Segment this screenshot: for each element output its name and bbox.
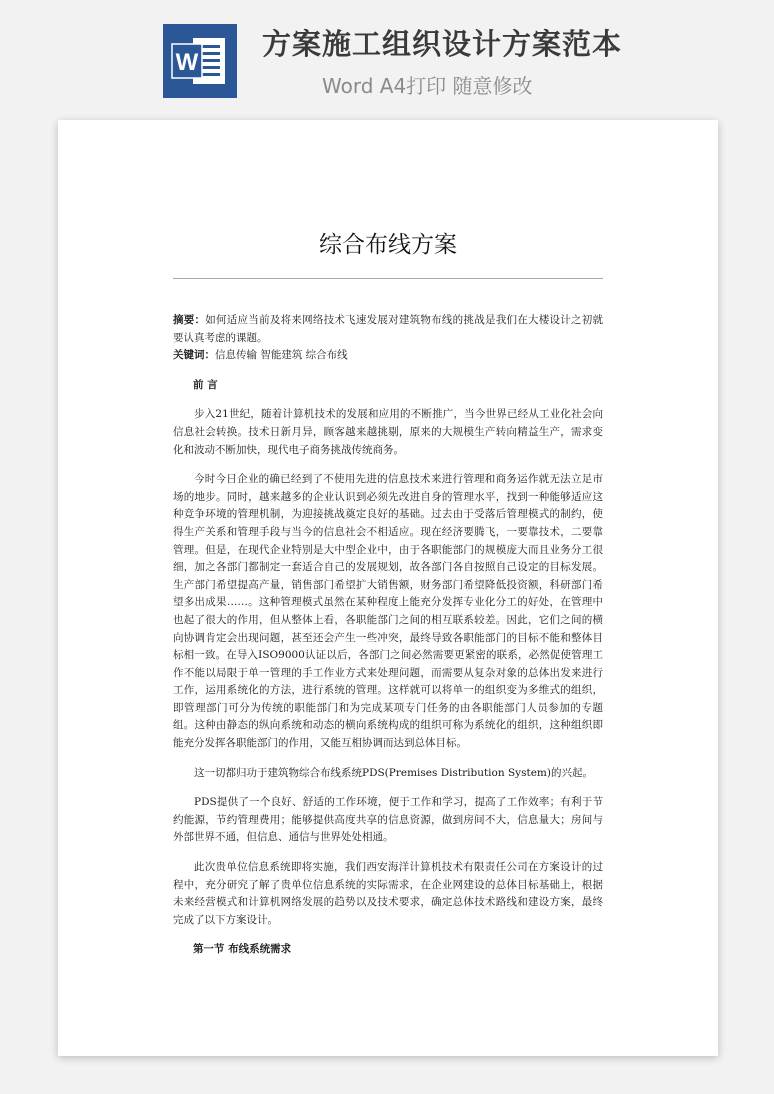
paragraph: PDS提供了一个良好、舒适的工作环境，便于工作和学习，提高了工作效率；有利于节约能源，节约管理费用；能够提供高度共享的信息资源，做到房间不大，信息量大；房间与外部世界不通，但信息、通信与世界处处相通。 (173, 796, 603, 844)
keywords-text: 信息传输 智能建筑 综合布线 (215, 349, 348, 362)
paragraph: 此次贵单位信息系统即将实施，我们西安海洋计算机技术有限责任公司在方案设计的过程中，充分研究了解了贵单位信息系统的实际需求，在企业网建设的总体目标基础上，根据未来经营模式和计算机网络发展的趋势以及技术要求，确定总体技术路线和建设方案，最终完成了以下方案设计。 (173, 861, 603, 926)
keywords-label: 关键词： (173, 349, 215, 362)
banner-subtitle: Word A4打印 随意修改 (322, 74, 533, 98)
banner-title: 方案施工组织设计方案范本 (262, 27, 623, 61)
title-divider (173, 278, 603, 279)
header (0, 0, 774, 110)
document-title: 综合布线方案 (319, 232, 457, 258)
word-document-icon (163, 24, 237, 98)
keywords (173, 347, 603, 365)
paragraph: 今时今日企业的确已经到了不使用先进的信息技术来进行管理和商务运作就无法立足市场的地步。同时，越来越多的企业认识到必须先改进自身的管理水平，找到一种能够适应这种竞争环境的管理机制，为迎接挑战奠定良好的基础。过去由于受落后管理模式的制约，使得生产关系和管理手段与当今的信息社会不相适应。现在经济要腾飞，一要靠技术，二要靠管理。但是，在现代企业特别是大中型企业中，由于各职能部门的规模庞大而且业务分工很细，加之各部门都制定一套适合自己的发展规划，故各部门各自按照自己设定的目标发展。生产部门希望提高产量，销售部门希望扩大销售额，财务部门希望降低投资额，科研部门希望多出成果……。这种管理模式虽然在某种程度上能充分发挥专业化分工的好处，在管理中也起了很大的作用，但从整体上看，各职能部门之间的相互联系较差。因此，它们之间的横向协调肯定会出现问题，甚至还会产生一些冲突，最终导致各职能部门的目标不能和整体目标相一致。在导入ISO9000认证以后，各部门之间必然需要更紧密的联系，必然促使管理工作不能以局限于单一管理的手工作业方式来处理问题，而需要从复杂对象的总体出发来进行工作，运用系统化的方法，进行系统的管理。这样就可以将单一的组织变为多维式的组织，即管理部门可分为传统的职能部门和为完成某项专门任务的由各职能部门人员参加的专题组。这种由静态的纵向系统和动态的横向系统构成的组织可称为系统化的组织，这种组织即能充分发挥各职能部门的作用，又能互相协调而达到总体目标。 (173, 473, 603, 750)
section-heading: 第一节 布线系统需求 (192, 943, 292, 956)
abstract-label: 摘要： (173, 314, 206, 326)
document-page (58, 120, 718, 1056)
abstract (173, 312, 603, 347)
document-body (173, 312, 603, 959)
word-icon-letter: W (175, 49, 199, 76)
paragraph: 步入21世纪，随着计算机技术的发展和应用的不断推广，当今世界已经从工业化社会向信息社会转换。技术日新月异，顾客越来越挑剔，原来的大规模生产转向精益生产，需求变化和波动不断加快，现代电子商务挑战传统商务。 (173, 408, 603, 456)
paragraph: 这一切都归功于建筑物综合布线系统PDS(Premises Distribution System)的兴起。 (194, 766, 593, 779)
abstract-text: 如何适应当前及将来网络技术飞速发展对建筑物布线的挑战是我们在大楼设计之初就要认真考虑的课题。 (173, 314, 604, 344)
preface-heading: 前 言 (192, 378, 218, 391)
